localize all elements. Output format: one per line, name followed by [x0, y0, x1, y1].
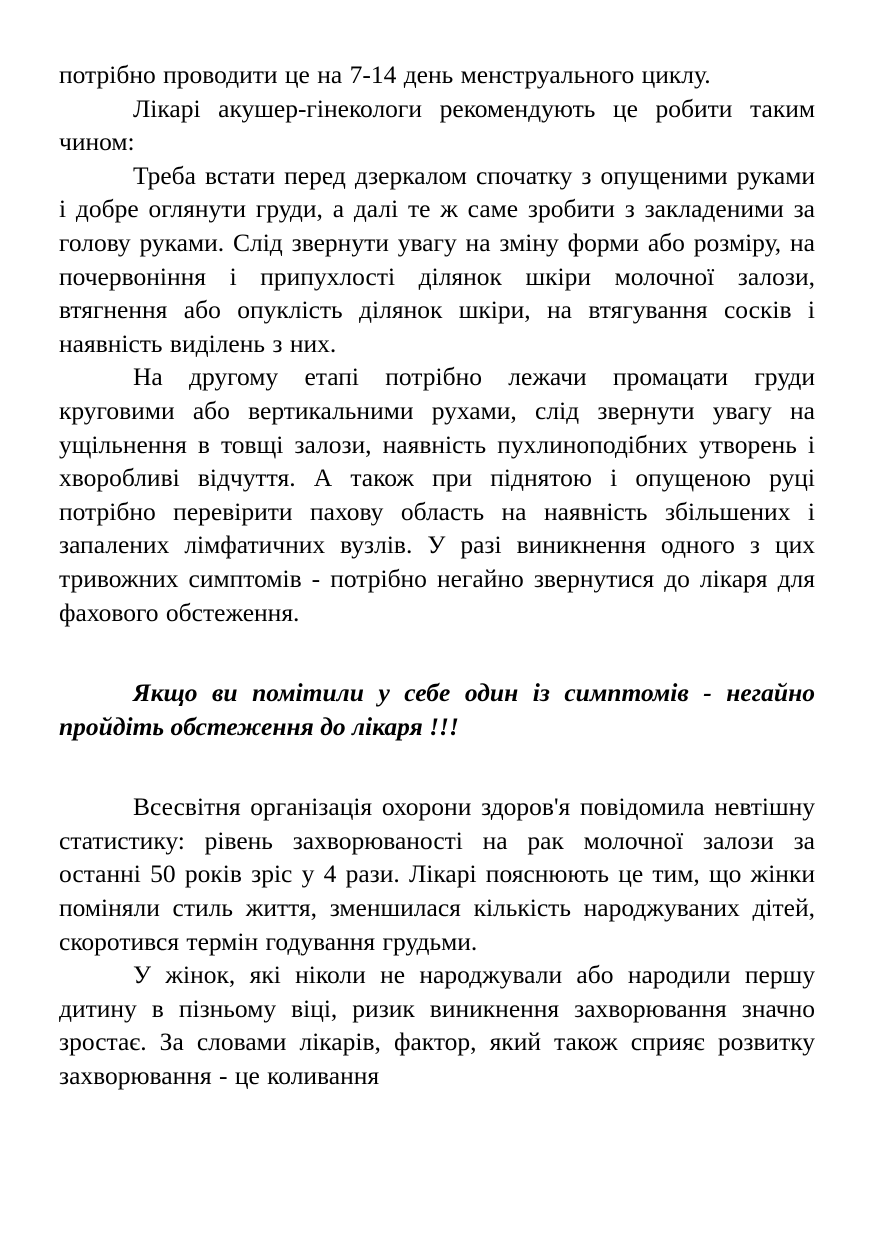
paragraph-mirror-exam: Треба встати перед дзеркалом спочатку з опущеними руками і добре оглянути груди, а далі те ж саме зробити з закладеними за голову руками. Слід звернути увагу на зміну форми або розміру, на почервоніння і припухлості ділянок шкіри молочної залози, втягнення або опуклість ділянок шкіри, на втягування сосків і наявність виділень з них. — [59, 160, 815, 358]
paragraph-who-statistics: Всесвітня організація охорони здоров'я повідомила невтішну статистику: рівень захворюваності на рак молочної залози за останні 50 років зріс у 4 рази. Лікарі пояснюють це тим, що жінки поміняли стиль життя, зменшилася кількість народжуваних дітей, скоротився термін годування грудьми. — [59, 792, 815, 956]
paragraph-recommendation: Лікарі акушер-гінекологи рекомендують це робити таким чином: — [59, 93, 815, 157]
document-page — [59, 58, 815, 1093]
warning-callout: Якщо ви помітили у себе один із симптомів - негайно пройдіть обстеження до лікаря !!! — [59, 678, 815, 741]
paragraph-continuation: потрібно проводити це на 7-14 день менструального циклу. — [59, 60, 711, 89]
paragraph-risk-factors: У жінок, які ніколи не народжували або народили першу дитину в пізньому віці, ризик виникнення захворювання значно зростає. За словами лікарів, фактор, який також сприяє розвитку захворювання - це коливання — [59, 960, 815, 1091]
paragraph-palpation: На другому етапі потрібно лежачи промацати груди круговими або вертикальними рухами, слід звернути увагу на ущільнення в товщі залози, наявність пухлиноподібних утворень і хворобливі відчуття. А також при піднятою і опущеною руці потрібно перевірити пахову область на наявність збільшених і запалених лімфатичних вузлів. У разі виникнення одного з цих тривожних симптомів - потрібно негайно звернутися до лікаря для фахового обстеження. — [59, 362, 815, 627]
